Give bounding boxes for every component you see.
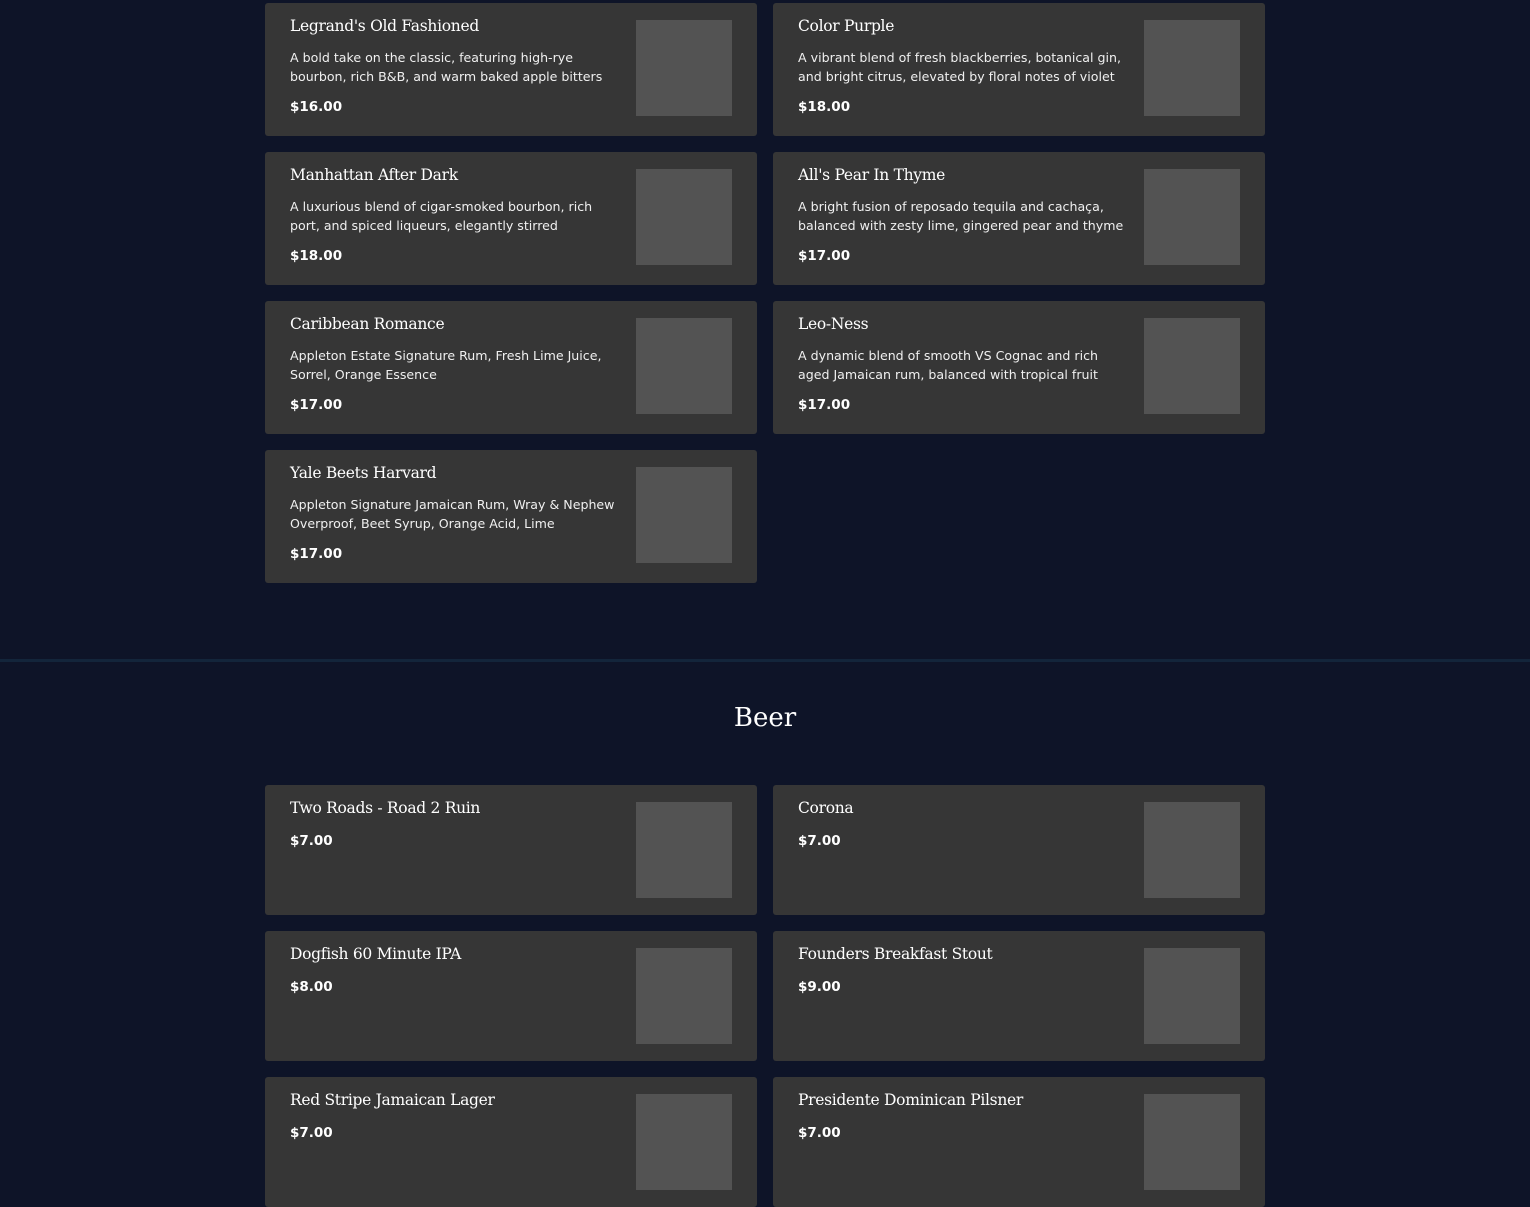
menu-item-price: $7.00 <box>798 1125 841 1141</box>
menu-item-card[interactable] <box>265 931 757 1061</box>
menu-item-price: $18.00 <box>798 99 851 115</box>
menu-item-image <box>1144 1094 1240 1190</box>
menu-item-name: Leo-Ness <box>798 315 869 333</box>
menu-item-description: A vibrant blend of fresh blackberries, botanical gin, and bright citrus, elevated by floral notes of violet <box>798 50 1121 84</box>
cocktail-menu-grid <box>265 3 1265 583</box>
menu-item-image <box>636 802 732 898</box>
menu-item-price: $7.00 <box>290 1125 333 1141</box>
menu-item-description: A dynamic blend of smooth VS Cognac and rich aged Jamaican rum, balanced with tropical fruit <box>798 348 1098 382</box>
menu-item-image <box>1144 802 1240 898</box>
menu-item-description: A bright fusion of reposado tequila and cachaça, balanced with zesty lime, gingered pear and thyme <box>798 199 1124 233</box>
menu-item-image <box>636 948 732 1044</box>
menu-item-image <box>1144 318 1240 414</box>
menu-item-card[interactable] <box>265 3 757 136</box>
menu-item-price: $7.00 <box>290 833 333 849</box>
menu-item-card[interactable] <box>773 931 1265 1061</box>
menu-item-description: A luxurious blend of cigar-smoked bourbon, rich port, and spiced liqueurs, elegantly stirred <box>290 199 593 233</box>
menu-item-image <box>1144 20 1240 116</box>
menu-item-image <box>636 20 732 116</box>
menu-item-card[interactable] <box>773 1077 1265 1207</box>
menu-item-name: Color Purple <box>798 17 895 35</box>
menu-item-price: $17.00 <box>798 397 851 413</box>
section-divider <box>0 659 1530 662</box>
menu-item-name: All's Pear In Thyme <box>798 166 946 184</box>
menu-item-price: $17.00 <box>798 248 851 264</box>
menu-item-card[interactable] <box>265 1077 757 1207</box>
menu-item-card[interactable] <box>265 301 757 434</box>
menu-item-image <box>636 467 732 563</box>
menu-item-price: $7.00 <box>798 833 841 849</box>
menu-item-name: Two Roads - Road 2 Ruin <box>290 799 481 817</box>
menu-item-image <box>1144 169 1240 265</box>
menu-item-card[interactable] <box>265 152 757 285</box>
menu-item-price: $9.00 <box>798 979 841 995</box>
menu-item-name: Yale Beets Harvard <box>290 464 437 482</box>
menu-item-name: Caribbean Romance <box>290 315 445 333</box>
menu-item-name: Presidente Dominican Pilsner <box>798 1091 1023 1109</box>
menu-item-price: $18.00 <box>290 248 343 264</box>
menu-item-name: Corona <box>798 799 854 817</box>
menu-item-card[interactable] <box>773 3 1265 136</box>
menu-item-price: $17.00 <box>290 397 343 413</box>
menu-item-card[interactable] <box>773 785 1265 915</box>
menu-item-name: Manhattan After Dark <box>290 166 458 184</box>
menu-item-price: $8.00 <box>290 979 333 995</box>
menu-item-description: Appleton Signature Jamaican Rum, Wray & Nephew Overproof, Beet Syrup, Orange Acid, Lime <box>290 497 615 531</box>
menu-item-price: $17.00 <box>290 546 343 562</box>
menu-item-card[interactable] <box>773 301 1265 434</box>
menu-item-card[interactable] <box>773 152 1265 285</box>
section-title-beer: Beer <box>733 703 797 733</box>
menu-item-name: Founders Breakfast Stout <box>798 945 993 963</box>
menu-item-image <box>636 169 732 265</box>
menu-item-name: Legrand's Old Fashioned <box>290 17 479 35</box>
menu-item-card[interactable] <box>265 450 757 583</box>
menu-item-card[interactable] <box>265 785 757 915</box>
beer-menu-grid <box>265 785 1265 1207</box>
menu-item-price: $16.00 <box>290 99 343 115</box>
menu-item-image <box>1144 948 1240 1044</box>
menu-item-name: Dogfish 60 Minute IPA <box>290 945 462 963</box>
menu-item-description: Appleton Estate Signature Rum, Fresh Lime Juice, Sorrel, Orange Essence <box>290 348 602 382</box>
menu-item-image <box>636 1094 732 1190</box>
menu-item-image <box>636 318 732 414</box>
menu-item-name: Red Stripe Jamaican Lager <box>290 1091 495 1109</box>
menu-item-description: A bold take on the classic, featuring high-rye bourbon, rich B&B, and warm baked apple bitters <box>290 50 603 84</box>
